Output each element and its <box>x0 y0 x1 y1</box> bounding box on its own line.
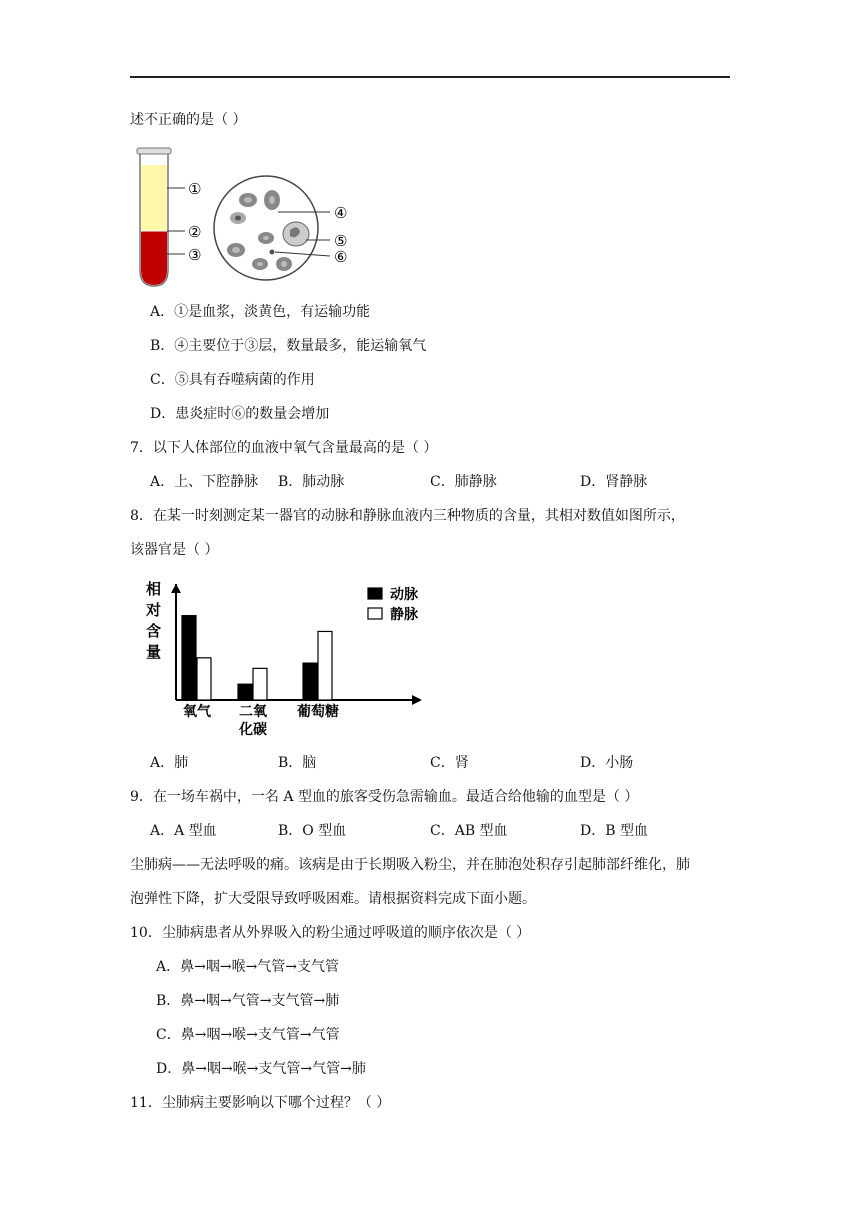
y-axis-label: 含 <box>146 622 162 640</box>
q9-option-d: D．B 型血 <box>580 823 648 839</box>
label-2: ② <box>188 223 202 241</box>
test-tube <box>137 148 171 286</box>
q9-option-a: A．A 型血 <box>150 823 217 839</box>
q10-option-c: C．鼻→咽→喉→支气管→气管 <box>156 1027 340 1043</box>
passage-line1: 尘肺病——无法呼吸的痛。该病是由于长期吸入粉尘，并在肺泡处积存引起肺部纤维化，肺 <box>130 857 690 873</box>
q11-stem: 11．尘肺病主要影响以下哪个过程？（ ） <box>130 1095 391 1111</box>
bar-artery-0 <box>182 616 196 700</box>
legend-swatch-1 <box>368 608 382 619</box>
q7-stem: 7．以下人体部位的血液中氧气含量最高的是（ ） <box>130 440 438 456</box>
x-axis-arrow <box>412 695 422 705</box>
legend-swatch-0 <box>368 588 382 599</box>
label-1: ① <box>188 180 202 198</box>
q8-option-a: A．肺 <box>150 755 189 771</box>
q6-option-b: B．④主要位于③层，数量最多，能运输氧气 <box>150 338 427 354</box>
q8-option-b: B．脑 <box>278 755 317 771</box>
label-4: ④ <box>334 204 348 222</box>
y-axis-arrow <box>171 584 181 593</box>
legend-label: 动脉 <box>390 587 418 603</box>
q9-option-b: B．O 型血 <box>278 823 347 839</box>
q8-stem-line2: 该器官是（ ） <box>130 542 219 558</box>
label-3: ③ <box>188 246 202 264</box>
y-axis-label: 相 <box>146 580 162 598</box>
x-tick-label: 葡萄糖 <box>297 704 339 720</box>
q8-option-c: C．肾 <box>430 755 469 771</box>
bar-vein-0 <box>197 658 211 700</box>
q10-stem: 10．尘肺病患者从外界吸入的粉尘通过呼吸道的顺序依次是（ ） <box>130 925 531 941</box>
y-axis-label: 量 <box>146 643 162 661</box>
q9-stem: 9．在一场车祸中，一名 A 型血的旅客受伤急需输血。最适合给他输的血型是（ ） <box>130 789 639 805</box>
q6-stem: 述不正确的是（ ） <box>130 112 247 128</box>
bar-chart <box>140 574 430 744</box>
header-rule <box>130 76 730 78</box>
x-tick-label: 化碳 <box>239 722 267 738</box>
legend-label: 静脉 <box>390 607 418 623</box>
q6-option-a: A．①是血浆，淡黄色，有运输功能 <box>150 304 371 320</box>
q8-option-d: D．小肠 <box>580 755 634 771</box>
bar-vein-1 <box>253 668 267 700</box>
x-tick-label: 氧气 <box>183 704 211 720</box>
q7-option-b: B．肺动脉 <box>278 474 345 490</box>
q9-option-c: C．AB 型血 <box>430 823 508 839</box>
label-6: ⑥ <box>334 248 348 266</box>
x-tick-label: 二氧 <box>239 704 267 720</box>
q10-option-a: A．鼻→咽→喉→气管→支气管 <box>156 959 340 975</box>
blood-figure <box>130 140 370 290</box>
passage-line2: 泡弹性下降，扩大受限导致呼吸困难。请根据资料完成下面小题。 <box>130 891 536 907</box>
y-axis-label: 对 <box>146 601 162 619</box>
q6-option-d: D．患炎症时⑥的数量会增加 <box>150 406 330 422</box>
bar-artery-2 <box>303 663 317 700</box>
q8-stem-line1: 8．在某一时刻测定某一器官的动脉和静脉血液内三种物质的含量，其相对数值如图所示， <box>130 508 685 524</box>
bar-artery-1 <box>238 684 252 700</box>
q10-option-d: D．鼻→咽→喉→支气管→气管→肺 <box>156 1061 366 1077</box>
q7-option-c: C．肺静脉 <box>430 474 497 490</box>
bar-vein-2 <box>318 631 332 700</box>
q7-option-d: D．肾静脉 <box>580 474 648 490</box>
blood-smear <box>214 176 318 280</box>
q10-option-b: B．鼻→咽→气管→支气管→肺 <box>156 993 340 1009</box>
label-5: ⑤ <box>334 232 348 250</box>
q7-option-a: A．上、下腔静脉 <box>150 474 259 490</box>
q6-option-c: C．⑤具有吞噬病菌的作用 <box>150 372 315 388</box>
